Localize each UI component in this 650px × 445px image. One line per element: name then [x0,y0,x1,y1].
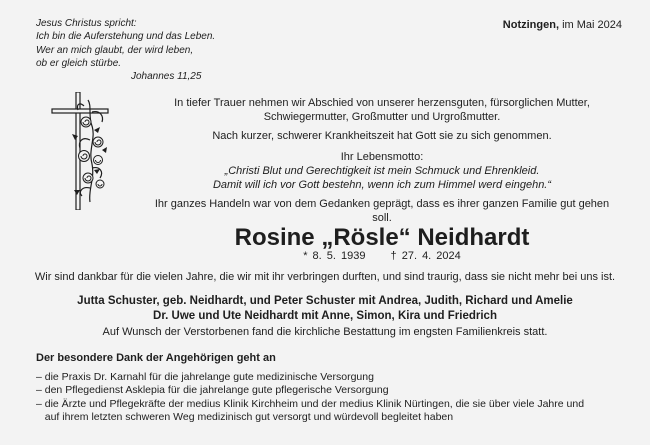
special-thanks-heading: Der besondere Dank der Angehörigen geht an [36,352,276,364]
motto-heading: Ihr Lebensmotto: [340,151,424,163]
quote-line: Ich bin die Auferstehung und das Leben. [36,31,216,43]
quote-reference: Johannes 11,25 [131,71,202,83]
motto-line-2: Damit will ich vor Gott bestehn, wenn ich zum Himmel werd eingehn.“ [212,179,552,191]
place-date [503,19,622,31]
illness-text: Nach kurzer, schwerer Krankheitszeit hat Gott sie zu sich genommen. [212,130,552,142]
family-line-1: Jutta Schuster, geb. Neidhardt, und Peter Schuster mit Andrea, Judith, Richard und Amelie [77,295,573,307]
intro-line-1: In tiefer Trauer nehmen wir Abschied von unserer herzensguten, fürsorglichen Mutter, [174,97,590,109]
intro-text [150,96,614,124]
thanks-item: – die Praxis Dr. Karnahl für die jahrelange gute medizinische Versorgung [36,370,374,383]
burial-note: Auf Wunsch der Verstorbenen fand die kirchliche Bestattung im engsten Familienkreis statt. [102,326,548,338]
life-dates [150,250,614,262]
special-thanks [36,352,584,425]
deceased-name: Rosine „Rösle“ Neidhardt [234,224,530,251]
thanks-item: auf ihrem letzten schweren Weg medizinisch gut versorgt und würdevoll begleitet haben [36,411,454,423]
death-date: † 27. 4. 2024 [390,250,461,262]
quote-line: Wer an mich glaubt, der wird leben, [36,44,194,56]
thanks-item: – die Ärzte und Pflegekräfte der medius Klinik Kirchheim und der medius Klinik Nürtingen, die sie über viele Jahre und [36,397,585,410]
thanks-line: Wir sind dankbar für die vielen Jahre, die wir mit ihr verbringen durften, und sind traurig, dass sie nicht mehr bei uns ist. [34,271,616,283]
motto-line-1: „Christi Blut und Gerechtigkeit ist mein Schmuck und Ehrenkleid. [224,165,540,177]
bible-quote [36,17,215,83]
intro-line-2: Schwiegermutter, Großmutter und Urgroßmutter. [263,111,501,123]
motto [150,150,614,192]
motto-closing: Ihr ganzes Handeln war von dem Gedanken geprägt, dass es ihrer ganzen Familie gut gehen soll. [154,198,610,224]
place: Notzingen, [502,19,560,31]
family-line-2: Dr. Uwe und Ute Neidhardt mit Anne, Simon, Kira und Friedrich [153,310,497,322]
family-signatures [0,294,650,324]
quote-line: Jesus Christus spricht: [36,18,137,29]
quote-line: ob er gleich stürbe. [36,57,122,69]
cross-with-roses-icon [48,92,118,210]
birth-date: * 8. 5. 1939 [303,250,366,262]
date: im Mai 2024 [562,19,622,31]
thanks-item: – den Pflegedienst Asklepia für die jahrelange gute pflegerische Versorgung [36,384,389,396]
